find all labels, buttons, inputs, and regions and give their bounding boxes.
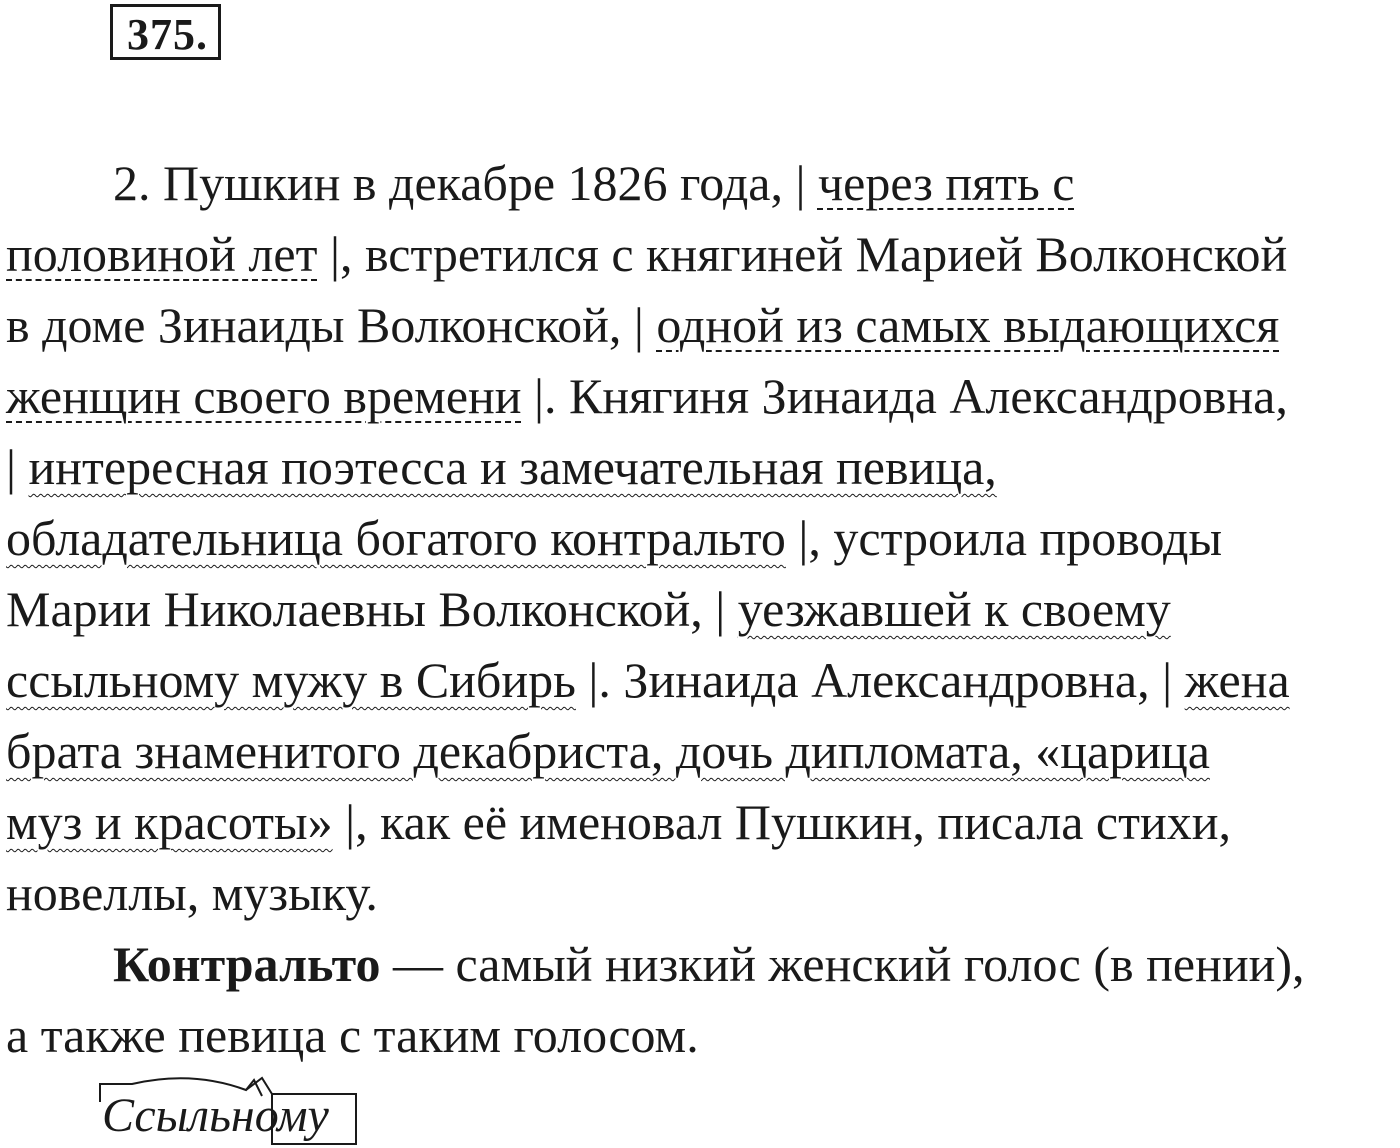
attribute-underline: ссыльному мужу в Сибирь [6, 652, 576, 708]
text-line [6, 219, 1400, 290]
text-line [6, 858, 1400, 929]
text-line [6, 574, 1400, 645]
circumstance-underline: половиной лет [6, 226, 318, 282]
text-fragment: новеллы, музыку. [6, 865, 378, 921]
circumstance-underline: через пять с [817, 155, 1075, 211]
definition-text: а также певица с таким голосом. [6, 1007, 699, 1063]
circumstance-underline: женщин своего времени [6, 368, 522, 424]
text-line [6, 503, 1400, 574]
definition-line [6, 1000, 1400, 1071]
attribute-underline: брата знаменитого декабриста, дочь дипломата, «царица [6, 723, 1210, 779]
text-fragment: 2. Пушкин в декабре 1826 года, | [113, 155, 818, 211]
text-fragment: Марии Николаевны Волконской, | [6, 581, 738, 637]
definition-line [6, 929, 1400, 1000]
text-line [6, 290, 1400, 361]
text-fragment: |, как её именовал Пушкин, писала стихи, [332, 794, 1231, 850]
text-line [6, 432, 1400, 503]
exercise-text [6, 148, 1400, 1071]
exercise-number: 375. [110, 4, 221, 60]
text-fragment: в доме Зинаиды Волконской, | [6, 297, 657, 353]
text-fragment: |. Княгиня Зинаида Александровна, [521, 368, 1288, 424]
text-line [6, 787, 1400, 858]
circumstance-underline: одной из самых выдающихся [656, 297, 1280, 353]
parsed-word [102, 1086, 329, 1146]
text-fragment: |. Зинаида Александровна, | [575, 652, 1185, 708]
text-fragment: | [6, 439, 29, 495]
attribute-underline: интересная поэтесса и замечательная певица, [28, 439, 997, 495]
attribute-underline: обладательница богатого контральто [6, 510, 786, 566]
attribute-underline: муз и красоты» [6, 794, 333, 850]
text-line [6, 645, 1400, 716]
word-ending: ому [254, 1089, 329, 1142]
text-line [6, 148, 1400, 219]
attribute-underline: жена [1184, 652, 1290, 708]
attribute-underline: уезжавшей к своему [737, 581, 1171, 637]
morpheme-parse [96, 1076, 376, 1148]
text-line [6, 716, 1400, 787]
text-fragment: |, устроила проводы [785, 510, 1223, 566]
text-fragment: |, встретился с княгиней Марией Волконской [317, 226, 1288, 282]
definition-term: Контральто [113, 936, 381, 992]
text-line [6, 361, 1400, 432]
word-stem: Ссыльн [102, 1089, 255, 1142]
definition-text: — самый низкий женский голос (в пении), [380, 936, 1305, 992]
